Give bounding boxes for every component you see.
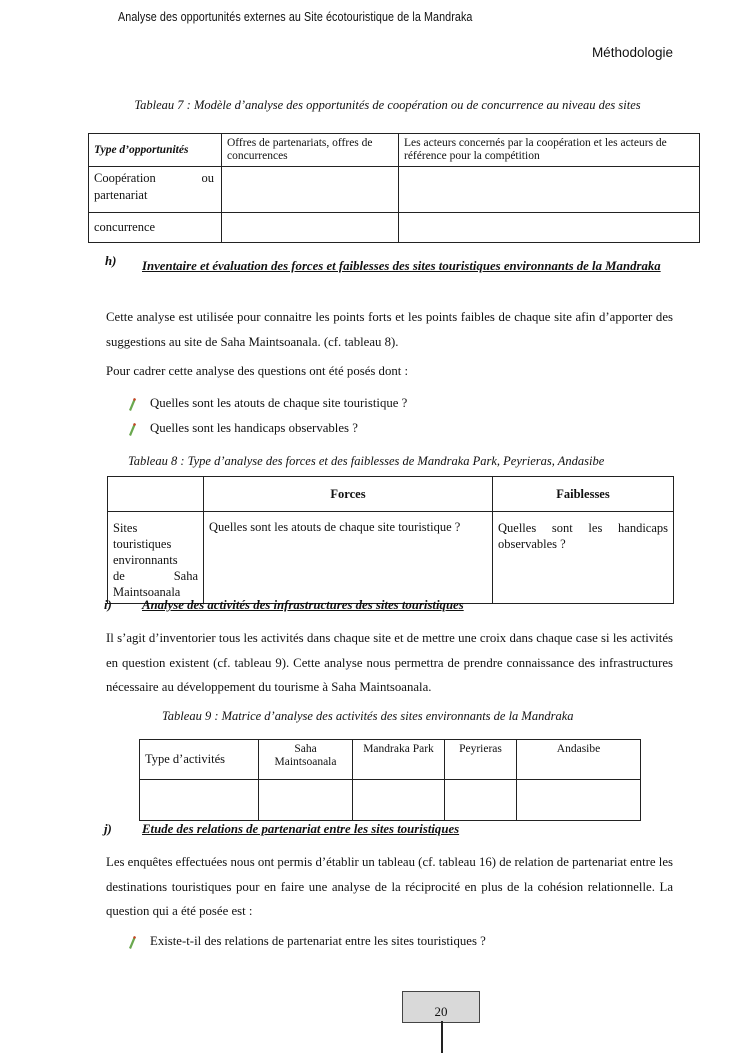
table8-caption: Tableau 8 : Type d’analyse des forces et des faiblesses de Mandraka Park, Peyrieras, Andasibe [128,454,605,468]
table7-cell [399,167,700,213]
table9-header-saha: Saha Maintsoanala [259,740,353,780]
table7 [88,133,700,243]
section-i-letter: i) [104,598,112,612]
pencil-bullet-icon [126,397,138,411]
section-j-letter: j) [104,822,112,836]
table9-cell [445,780,517,821]
table9 [139,739,641,821]
table9-cell [353,780,445,821]
section-label: Méthodologie [591,45,673,60]
table7-cell [399,213,700,243]
table9-caption: Tableau 9 : Matrice d’analyse des activités des sites environnants de la Mandraka [162,709,574,723]
table9-header-peyrieras: Peyrieras [445,740,517,780]
section-h-paragraph: Cette analyse est utilisée pour connaitre les points forts et les points faibles de chaque site afin d’apporter des suggestions au site de Saha Maintsoanala. (cf. tableau 8). [106,310,673,349]
bullet-item: Quelles sont les atouts de chaque site touristique ? [126,396,407,411]
page-number-divider [441,1021,443,1053]
table7-row-concurrence: concurrence [89,213,222,243]
table8-header-forces: Forces [204,477,493,512]
page-number: 20 [402,991,480,1023]
table7-cell [222,167,399,213]
section-h-title: Inventaire et évaluation des forces et faiblesses des sites touristiques environnants de la Mandraka [142,259,661,273]
table9-header-type: Type d’activités [140,740,259,780]
pencil-bullet-icon [126,422,138,436]
pencil-bullet-icon [126,935,138,949]
table7-header-type: Type d’opportunités [89,134,222,167]
bullet-item: Existe-t-il des relations de partenariat entre les sites touristiques ? [126,934,486,949]
table9-cell [517,780,641,821]
section-h-paragraph-2: Pour cadrer cette analyse des questions ont été posés dont : [106,364,409,378]
section-i-paragraph: Il s’agit d’inventorier tous les activités dans chaque site et de mettre une croix dans chaque case si les activités en question existent (cf. tableau 9). Cette analyse nous permettra de prendre connaissance des infrastructures nécessaire au développement du tourisme à Saha Maintsoanala. [106,631,673,694]
table7-cell [222,213,399,243]
document-header-title: Analyse des opportunités externes au Site écotouristique de la Mandraka [118,10,473,24]
table7-row-cooperation: Coopération ou partenariat [89,167,222,213]
table8 [107,476,674,604]
table8-faiblesses-cell: Quelles sont les handicaps observables ? [493,512,674,604]
table9-header-andasibe: Andasibe [517,740,641,780]
table9-header-mandraka: Mandraka Park [353,740,445,780]
table7-header-acteurs: Les acteurs concernés par la coopération et les acteurs de référence pour la compétition [399,134,700,167]
bullet-item: Quelles sont les handicaps observables ? [126,421,358,436]
table7-header-offres: Offres de partenariats, offres de concurrences [222,134,399,167]
section-j-paragraph: Les enquêtes effectuées nous ont permis d’établir un tableau (cf. tableau 16) de relation de partenariat entre les destinations touristiques pour en faire une analyse de la réciprocité en plus de la cohésion relationnelle. La question qui a été posée est : [106,855,673,918]
section-h-letter: h) [105,254,117,268]
section-j-title: Etude des relations de partenariat entre les sites touristiques [142,822,460,836]
section-i-title: Analyse des activités des infrastructures des sites touristiques [142,598,464,612]
table7-caption: Tableau 7 : Modèle d’analyse des opportunités de coopération ou de concurrence au niveau des sites [134,98,641,112]
table8-header-empty [108,477,204,512]
table8-forces-cell: Quelles sont les atouts de chaque site touristique ? [204,512,493,604]
table8-header-faiblesses: Faiblesses [493,477,674,512]
table8-row-label: Sites touristiques environnants de Saha Maintsoanala [108,512,204,604]
table9-cell [259,780,353,821]
table9-cell [140,780,259,821]
